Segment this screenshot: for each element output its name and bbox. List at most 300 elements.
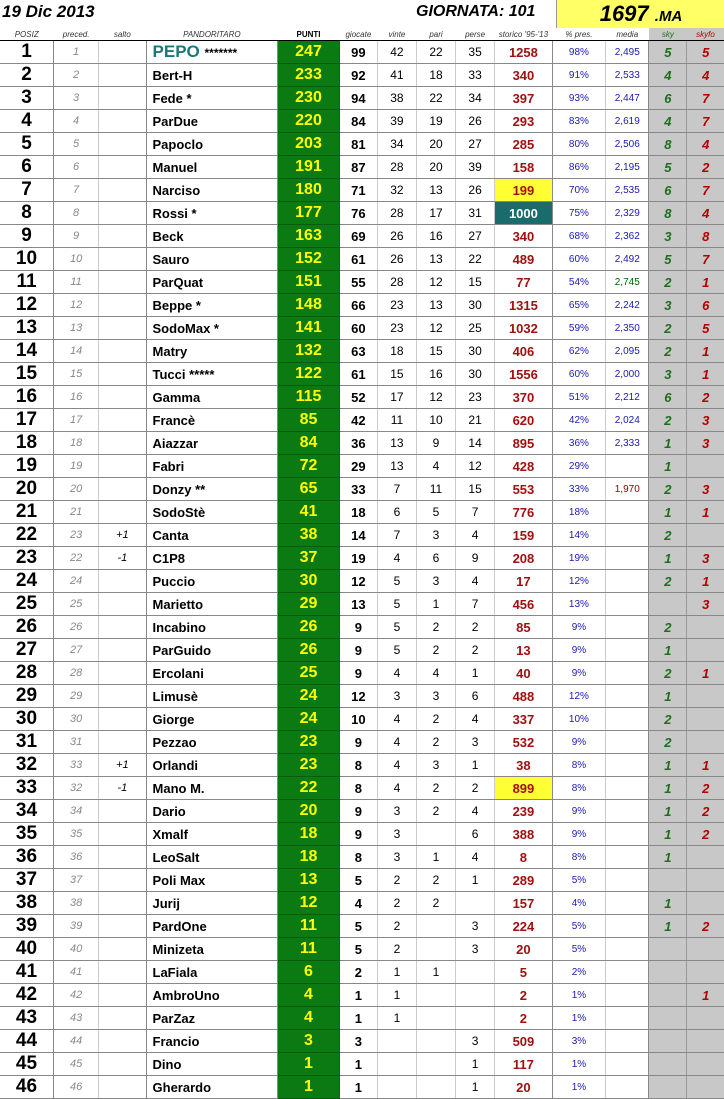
played-cell: 9 [339,616,377,639]
previous-position-cell: 35 [53,823,98,846]
average-cell: 2,212 [606,386,649,409]
historic-cell: 85 [495,616,553,639]
lost-cell: 30 [456,363,495,386]
drawn-cell [416,1053,455,1076]
previous-position-cell: 45 [53,1053,98,1076]
lost-cell: 4 [456,800,495,823]
media-box [556,0,724,28]
jump-cell [99,271,146,294]
position-cell: 19 [0,455,53,478]
average-cell [606,800,649,823]
previous-position-cell: 1 [53,41,98,64]
previous-position-cell: 40 [53,938,98,961]
jump-cell [99,87,146,110]
skyfo-cell [687,1007,724,1030]
previous-position-cell: 4 [53,110,98,133]
presence-cell: 2% [552,961,605,984]
presence-cell: 59% [552,317,605,340]
position-cell: 21 [0,501,53,524]
presence-cell: 93% [552,87,605,110]
sky-cell [649,1030,687,1053]
position-cell: 40 [0,938,53,961]
previous-position-cell: 34 [53,800,98,823]
sky-cell [649,984,687,1007]
player-name-cell: Fabri [146,455,278,478]
played-cell: 5 [339,915,377,938]
played-cell: 5 [339,938,377,961]
historic-cell: 40 [495,662,553,685]
player-name-cell: Puccio [146,570,278,593]
played-cell: 1 [339,984,377,1007]
historic-cell: 199 [495,179,553,202]
historic-cell: 1556 [495,363,553,386]
historic-cell: 158 [495,156,553,179]
lost-cell: 6 [456,823,495,846]
previous-position-cell: 31 [53,731,98,754]
sky-cell: 1 [649,432,687,455]
table-row [0,248,724,271]
drawn-cell: 15 [416,340,455,363]
table-row [0,179,724,202]
lost-cell: 12 [456,455,495,478]
lost-cell: 39 [456,156,495,179]
played-cell: 9 [339,823,377,846]
average-cell [606,731,649,754]
sky-cell [649,869,687,892]
won-cell: 11 [377,409,416,432]
table-row [0,984,724,1007]
player-name-cell: SodoMax * [146,317,278,340]
historic-cell: 776 [495,501,553,524]
table-row [0,478,724,501]
player-name-cell: Marietto [146,593,278,616]
lost-cell: 1 [456,1053,495,1076]
previous-position-cell: 8 [53,202,98,225]
played-cell: 2 [339,961,377,984]
historic-cell: 13 [495,639,553,662]
won-cell: 7 [377,524,416,547]
position-cell: 7 [0,179,53,202]
drawn-cell: 5 [416,501,455,524]
average-cell: 2,350 [606,317,649,340]
points-cell: 6 [278,961,340,984]
won-cell: 5 [377,639,416,662]
player-name-cell: C1P8 [146,547,278,570]
table-row [0,892,724,915]
presence-cell: 19% [552,547,605,570]
lost-cell: 23 [456,386,495,409]
drawn-cell: 11 [416,478,455,501]
played-cell: 63 [339,340,377,363]
table-row [0,41,724,64]
previous-position-cell: 37 [53,869,98,892]
skyfo-cell: 4 [687,64,724,87]
table-row [0,225,724,248]
previous-position-cell: 26 [53,616,98,639]
drawn-cell: 13 [416,248,455,271]
lost-cell: 1 [456,869,495,892]
sky-cell: 1 [649,501,687,524]
player-name-cell: Poli Max [146,869,278,892]
won-cell: 28 [377,271,416,294]
lost-cell: 27 [456,225,495,248]
points-cell: 41 [278,501,340,524]
table-row [0,685,724,708]
average-cell [606,1030,649,1053]
points-cell: 11 [278,915,340,938]
points-cell: 180 [278,179,340,202]
historic-cell: 895 [495,432,553,455]
skyfo-cell [687,685,724,708]
played-cell: 9 [339,662,377,685]
won-cell: 26 [377,248,416,271]
lost-cell: 4 [456,846,495,869]
presence-cell: 42% [552,409,605,432]
skyfo-cell: 1 [687,662,724,685]
table-row [0,409,724,432]
position-cell: 44 [0,1030,53,1053]
jump-cell [99,731,146,754]
lost-cell: 1 [456,1076,495,1099]
table-row [0,363,724,386]
lost-cell: 7 [456,593,495,616]
historic-cell: 340 [495,225,553,248]
position-cell: 3 [0,87,53,110]
position-cell: 2 [0,64,53,87]
table-row [0,754,724,777]
sky-cell: 1 [649,455,687,478]
table-row [0,64,724,87]
average-cell: 2,495 [606,41,649,64]
played-cell: 1 [339,1007,377,1030]
won-cell: 3 [377,846,416,869]
player-name-cell: ParZaz [146,1007,278,1030]
drawn-cell: 16 [416,225,455,248]
player-name-cell: ParGuido [146,639,278,662]
jump-cell [99,1030,146,1053]
average-cell: 2,242 [606,294,649,317]
header-row [0,28,724,41]
player-name-cell: Minizeta [146,938,278,961]
played-cell: 55 [339,271,377,294]
drawn-cell [416,1030,455,1053]
won-cell: 17 [377,386,416,409]
jump-cell [99,455,146,478]
sky-cell: 1 [649,547,687,570]
previous-position-cell: 22 [53,547,98,570]
lost-cell: 34 [456,87,495,110]
sky-cell: 1 [649,754,687,777]
position-cell: 41 [0,961,53,984]
jump-cell [99,432,146,455]
historic-cell: 5 [495,961,553,984]
table-row [0,1076,724,1099]
average-cell [606,570,649,593]
lost-cell: 22 [456,248,495,271]
player-name-cell: Matry [146,340,278,363]
player-name-cell: Jurij [146,892,278,915]
table-row [0,616,724,639]
points-cell: 122 [278,363,340,386]
drawn-cell: 6 [416,547,455,570]
points-cell: 18 [278,846,340,869]
points-cell: 1 [278,1053,340,1076]
lost-cell: 15 [456,478,495,501]
sky-cell: 8 [649,133,687,156]
previous-position-cell: 21 [53,501,98,524]
lost-cell: 2 [456,777,495,800]
points-cell: 141 [278,317,340,340]
position-cell: 27 [0,639,53,662]
lost-cell: 3 [456,731,495,754]
sky-cell: 6 [649,179,687,202]
won-cell: 6 [377,501,416,524]
won-cell: 41 [377,64,416,87]
table-row [0,846,724,869]
drawn-cell: 1 [416,593,455,616]
points-cell: 132 [278,340,340,363]
presence-cell: 51% [552,386,605,409]
historic-cell: 208 [495,547,553,570]
presence-cell: 1% [552,1053,605,1076]
jump-cell [99,685,146,708]
presence-cell: 9% [552,800,605,823]
presence-cell: 1% [552,1076,605,1099]
historic-cell: 899 [495,777,553,800]
lost-cell: 3 [456,1030,495,1053]
skyfo-cell: 5 [687,41,724,64]
sky-cell: 2 [649,524,687,547]
won-cell: 2 [377,869,416,892]
average-cell: 1,970 [606,478,649,501]
average-cell [606,915,649,938]
jump-cell [99,961,146,984]
presence-cell: 18% [552,501,605,524]
previous-position-cell: 36 [53,846,98,869]
average-cell [606,754,649,777]
presence-cell: 98% [552,41,605,64]
won-cell [377,1076,416,1099]
average-cell [606,616,649,639]
player-name-cell: LaFiala [146,961,278,984]
sky-cell: 6 [649,386,687,409]
drawn-cell: 13 [416,179,455,202]
played-cell: 87 [339,156,377,179]
position-cell: 23 [0,547,53,570]
skyfo-cell [687,639,724,662]
average-cell: 2,533 [606,64,649,87]
average-cell [606,662,649,685]
position-cell: 20 [0,478,53,501]
sky-cell: 8 [649,202,687,225]
played-cell: 12 [339,570,377,593]
historic-cell: 1315 [495,294,553,317]
historic-cell: 1000 [495,202,553,225]
table-row [0,432,724,455]
sky-cell: 2 [649,271,687,294]
played-cell: 99 [339,41,377,64]
player-name-cell: Aiazzar [146,432,278,455]
skyfo-cell: 2 [687,915,724,938]
played-cell: 94 [339,87,377,110]
played-cell: 76 [339,202,377,225]
drawn-cell: 3 [416,570,455,593]
sky-cell: 2 [649,570,687,593]
previous-position-cell: 10 [53,248,98,271]
presence-cell: 9% [552,639,605,662]
average-cell: 2,447 [606,87,649,110]
lost-cell: 14 [456,432,495,455]
jump-cell [99,386,146,409]
sky-cell: 2 [649,409,687,432]
sky-cell: 1 [649,823,687,846]
sky-cell: 2 [649,478,687,501]
player-name-cell: Dario [146,800,278,823]
sky-cell: 2 [649,616,687,639]
jump-cell [99,869,146,892]
table-row [0,639,724,662]
presence-cell: 4% [552,892,605,915]
drawn-cell: 12 [416,317,455,340]
drawn-cell [416,984,455,1007]
position-cell: 4 [0,110,53,133]
points-cell: 11 [278,938,340,961]
previous-position-cell: 16 [53,386,98,409]
standings-table [0,28,724,1099]
won-cell: 2 [377,938,416,961]
col-media: media [606,28,649,41]
col-giocate: giocate [339,28,377,41]
position-cell: 34 [0,800,53,823]
points-cell: 13 [278,869,340,892]
player-name-cell: LeoSalt [146,846,278,869]
historic-cell: 239 [495,800,553,823]
table-row [0,593,724,616]
skyfo-cell [687,1053,724,1076]
played-cell: 9 [339,731,377,754]
presence-cell: 14% [552,524,605,547]
points-cell: 84 [278,432,340,455]
position-cell: 31 [0,731,53,754]
historic-cell: 293 [495,110,553,133]
points-cell: 115 [278,386,340,409]
points-cell: 191 [278,156,340,179]
table-row [0,547,724,570]
sky-cell: 1 [649,800,687,823]
skyfo-cell: 1 [687,984,724,1007]
skyfo-cell: 1 [687,570,724,593]
presence-cell: 91% [552,64,605,87]
previous-position-cell: 25 [53,593,98,616]
table-row [0,961,724,984]
historic-cell: 488 [495,685,553,708]
skyfo-cell: 3 [687,478,724,501]
jump-cell [99,708,146,731]
drawn-cell [416,823,455,846]
table-row [0,777,724,800]
historic-cell: 224 [495,915,553,938]
historic-cell: 285 [495,133,553,156]
jump-cell [99,64,146,87]
drawn-cell: 2 [416,869,455,892]
player-name-cell: Pezzao [146,731,278,754]
table-row [0,570,724,593]
won-cell: 3 [377,823,416,846]
previous-position-cell: 15 [53,363,98,386]
position-cell: 15 [0,363,53,386]
jump-cell [99,501,146,524]
previous-position-cell: 19 [53,455,98,478]
average-cell: 2,506 [606,133,649,156]
skyfo-cell: 6 [687,294,724,317]
won-cell: 13 [377,432,416,455]
historic-cell: 17 [495,570,553,593]
won-cell: 5 [377,570,416,593]
historic-cell: 620 [495,409,553,432]
skyfo-cell: 1 [687,340,724,363]
player-name-cell: ParDue [146,110,278,133]
historic-cell: 2 [495,1007,553,1030]
won-cell: 23 [377,294,416,317]
presence-cell: 8% [552,846,605,869]
points-cell: 26 [278,639,340,662]
won-cell: 15 [377,363,416,386]
jump-cell [99,156,146,179]
skyfo-cell: 7 [687,110,724,133]
drawn-cell: 12 [416,271,455,294]
skyfo-cell: 8 [687,225,724,248]
average-cell [606,501,649,524]
table-row [0,869,724,892]
won-cell: 1 [377,1007,416,1030]
lost-cell: 9 [456,547,495,570]
presence-cell: 9% [552,662,605,685]
skyfo-cell: 2 [687,777,724,800]
won-cell: 4 [377,754,416,777]
average-cell [606,1076,649,1099]
drawn-cell: 16 [416,363,455,386]
played-cell: 14 [339,524,377,547]
played-cell: 5 [339,869,377,892]
sky-cell: 1 [649,685,687,708]
historic-cell: 8 [495,846,553,869]
table-row [0,110,724,133]
table-row [0,1030,724,1053]
col-pandoritaro: PANDORITARO [146,28,278,41]
position-cell: 46 [0,1076,53,1099]
position-cell: 38 [0,892,53,915]
table-row [0,340,724,363]
table-row [0,1007,724,1030]
average-cell [606,823,649,846]
played-cell: 61 [339,363,377,386]
lost-cell: 25 [456,317,495,340]
player-name-cell: Gherardo [146,1076,278,1099]
average-cell [606,1007,649,1030]
points-cell: 151 [278,271,340,294]
drawn-cell: 2 [416,731,455,754]
historic-cell: 159 [495,524,553,547]
position-cell: 16 [0,386,53,409]
jump-cell: -1 [99,547,146,570]
jump-cell [99,593,146,616]
previous-position-cell: 44 [53,1030,98,1053]
sky-cell: 3 [649,225,687,248]
position-cell: 6 [0,156,53,179]
played-cell: 8 [339,777,377,800]
player-name: PEPO [152,42,200,61]
drawn-cell: 13 [416,294,455,317]
